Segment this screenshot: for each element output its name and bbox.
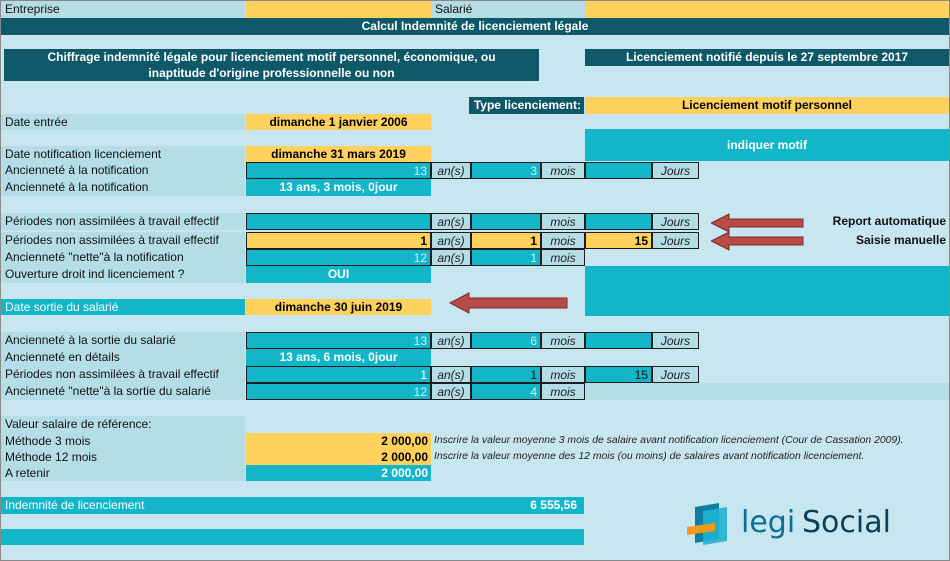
type-label: Type licenciement: (469, 97, 584, 114)
unit-years: an(s) (431, 162, 471, 179)
periodes-sortie-years: 1 (246, 366, 431, 383)
anc-details-label: Ancienneté en détails (1, 349, 245, 366)
blank-cell (585, 383, 949, 400)
unit-years: an(s) (431, 249, 471, 266)
anc-nette-sortie-years: 12 (246, 383, 431, 400)
entreprise-label: Entreprise (1, 1, 245, 18)
date-notification-input[interactable]: dimanche 31 mars 2019 (246, 146, 431, 162)
unit-years: an(s) (431, 213, 471, 230)
arrow-left-icon (711, 213, 805, 251)
logo-text-suffix: Social (802, 505, 891, 540)
report-automatique-note: Report automatique (832, 214, 946, 228)
anc-sortie-days (585, 332, 652, 349)
unit-days: Jours (652, 332, 699, 349)
methode-3-mois-input[interactable]: 2 000,00 (246, 433, 431, 449)
anc-notification-months: 3 (471, 162, 541, 179)
info-block (585, 266, 949, 316)
periodes-auto-label: Périodes non assimilées à travail effectif (1, 213, 245, 230)
footer-bar (1, 529, 584, 545)
periodes-manuel-days-input[interactable]: 15 (585, 232, 652, 249)
indemnite-value: 6 555,56 (530, 498, 577, 512)
unit-years: an(s) (431, 232, 471, 249)
periodes-manuel-months-input[interactable]: 1 (471, 232, 541, 249)
date-entree-input[interactable]: dimanche 1 janvier 2006 (246, 114, 431, 130)
legisocial-logo (685, 501, 905, 547)
unit-years: an(s) (431, 366, 471, 383)
date-sortie-input[interactable]: dimanche 30 juin 2019 (246, 299, 431, 315)
anc-sortie-months: 6 (471, 332, 541, 349)
periodes-sortie-days: 15 (585, 366, 652, 383)
anc-nette-sortie-months: 4 (471, 383, 541, 400)
unit-days: Jours (652, 232, 699, 249)
salaire-title: Valeur salaire de référence: (1, 416, 245, 433)
anc-notification-days (585, 162, 652, 179)
unit-months: mois (541, 162, 585, 179)
anc-nette-notif-months: 1 (471, 249, 541, 266)
periodes-sortie-months: 1 (471, 366, 541, 383)
unit-months: mois (541, 249, 585, 266)
anc-nette-sortie-label: Ancienneté "nette"à la sortie du salarié (1, 383, 245, 400)
motif-input[interactable]: indiquer motif (585, 129, 949, 161)
ouverture-value: OUI (246, 266, 431, 283)
retenir-value: 2 000,00 (246, 465, 431, 481)
salarie-input[interactable] (585, 1, 949, 18)
saisie-manuelle-note: Saisie manuelle (855, 233, 946, 247)
arrow-left-icon (449, 292, 569, 314)
methode-12-mois-input[interactable]: 2 000,00 (246, 449, 431, 465)
unit-days: Jours (652, 213, 699, 230)
ouverture-label: Ouverture droit ind licenciement ? (1, 266, 245, 283)
anc-sortie-label: Ancienneté à la sortie du salarié (1, 332, 245, 349)
anc-details-value: 13 ans, 6 mois, 0jour (246, 349, 431, 366)
date-notification-label: Date notification licenciement (1, 146, 245, 162)
anc-notification-text-label: Ancienneté à la notification (1, 179, 245, 196)
anc-notification-label: Ancienneté à la notification (1, 162, 245, 179)
unit-months: mois (541, 383, 585, 400)
unit-days: Jours (652, 162, 699, 179)
methode-12-mois-note: Inscrire la valeur moyenne des 12 mois (ou moins) de salaires avant notification licenciement. (434, 451, 865, 462)
logo-mark-icon (685, 501, 737, 547)
page-title: Calcul Indemnité de licenciement légale (1, 18, 949, 35)
unit-months: mois (541, 213, 585, 230)
anc-nette-notif-years: 12 (246, 249, 431, 266)
unit-months: mois (541, 332, 585, 349)
date-sortie-label: Date sortie du salarié (1, 299, 245, 315)
methode-3-mois-label: Méthode 3 mois (1, 433, 245, 449)
notification-since-banner: Licenciement notifié depuis le 27 septembre 2017 (585, 49, 949, 66)
unit-days: Jours (652, 366, 699, 383)
retenir-label: A retenir (1, 465, 245, 481)
salarie-label: Salarié (431, 1, 585, 18)
anc-nette-notif-label: Ancienneté "nette"à la notification (1, 249, 245, 266)
unit-years: an(s) (431, 383, 471, 400)
unit-years: an(s) (431, 332, 471, 349)
unit-months: mois (541, 232, 585, 249)
date-entree-label: Date entrée (1, 114, 245, 130)
type-select[interactable]: Licenciement motif personnel (585, 97, 949, 114)
periodes-manuel-label: Périodes non assimilées à travail effectif (1, 232, 245, 249)
logo-text-prefix: legi (741, 505, 796, 540)
anc-notification-text: 13 ans, 3 mois, 0jour (246, 179, 431, 196)
periodes-auto-days (585, 213, 652, 230)
anc-sortie-years: 13 (246, 332, 431, 349)
entreprise-input[interactable] (246, 1, 431, 18)
anc-notification-years: 13 (246, 162, 431, 179)
periodes-auto-months (471, 213, 541, 230)
periodes-sortie-label: Périodes non assimilées à travail effectif (1, 366, 245, 383)
periodes-auto-years (246, 213, 431, 230)
indemnite-label: Indemnité de licenciement (5, 498, 145, 512)
periodes-manuel-years-input[interactable]: 1 (246, 232, 431, 249)
subtitle: Chiffrage indemnité légale pour licenciement motif personnel, économique, ou inaptitude d'origine professionnelle ou non (4, 49, 539, 81)
unit-months: mois (541, 366, 585, 383)
methode-3-mois-note: Inscrire la valeur moyenne 3 mois de salaire avant notification licenciement (Cour de Cassation 2009). (434, 435, 904, 446)
methode-12-mois-label: Méthode 12 mois (1, 449, 245, 465)
